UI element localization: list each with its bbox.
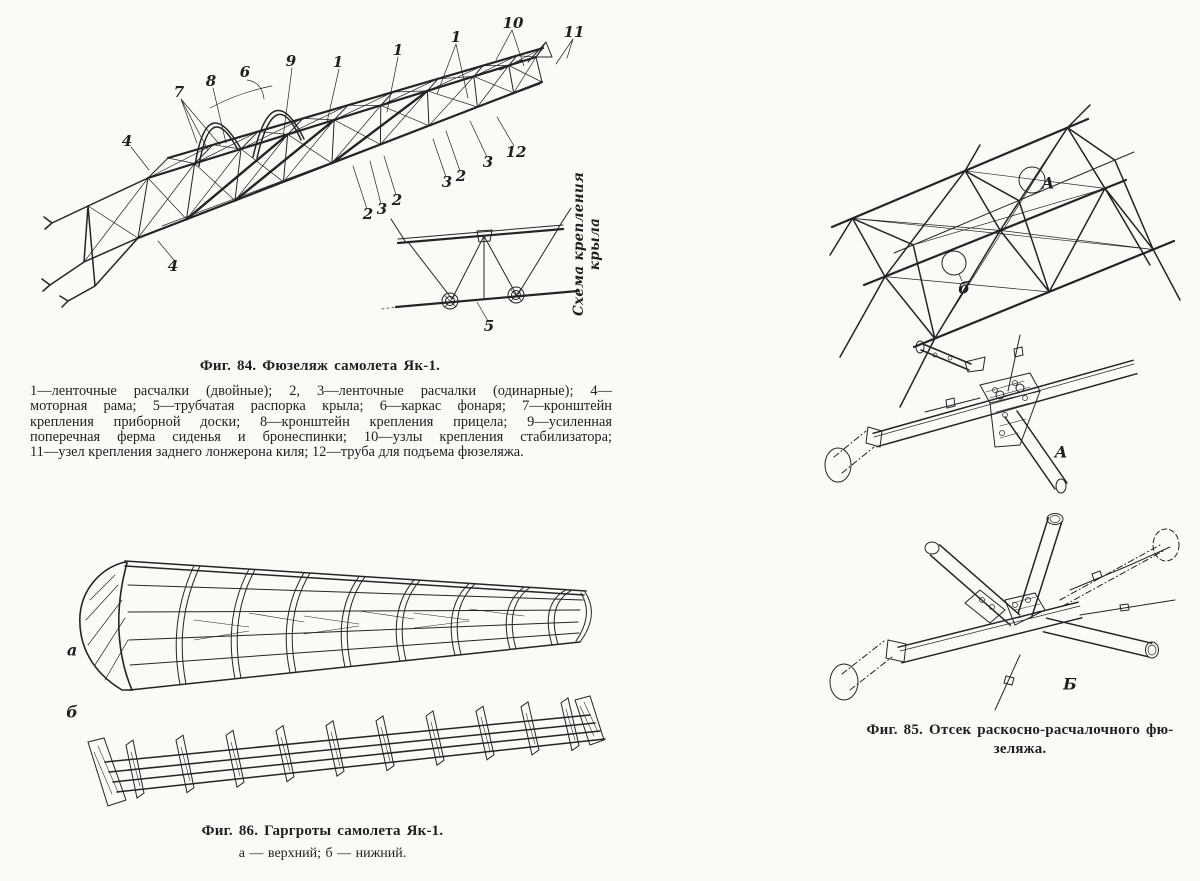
callout-9: 9 (285, 52, 297, 70)
callout-1c: 1 (450, 28, 462, 46)
fig86-caption: Фиг. 86. Гаргроты самолета Як-1. (201, 823, 444, 839)
fig85-detail-b-label: Б (1063, 674, 1077, 694)
fig86-subcaption: а — верхний; б — нижний. (238, 846, 407, 861)
fig85-joint-a-label: А (1041, 173, 1055, 193)
callout-2b: 2 (391, 191, 403, 209)
callout-1a: 1 (332, 53, 344, 71)
callout-1b: 1 (392, 41, 404, 59)
fig84-legend-line3: крепления приборной доски; 8—кронштейн крепления прицела; 9—усиленная (30, 413, 612, 430)
fig86-lower-label: б (66, 702, 78, 722)
callout-3a: 3 (482, 153, 494, 171)
fig85-caption-line2: зеляжа. (993, 741, 1047, 757)
callout-11: 11 (563, 23, 585, 41)
fig84-legend-line5: 11—узел крепления заднего лонжерона киля; 12—труба для подъема фюзеляжа. (30, 444, 524, 461)
fig84-legend-line2: моторная рама; 5—трубчатая распорка крыла; 6—каркас фонаря; 7—кронштейн (30, 398, 612, 415)
callout-3c: 3 (376, 200, 388, 218)
callout-6: 6 (239, 63, 251, 81)
fig85-joint-b-label: б (958, 278, 970, 298)
callout-2c: 2 (362, 205, 374, 223)
fig85-caption-line1: Фиг. 85. Отсек раскосно-расчалочного фю- (866, 722, 1174, 738)
callout-2a: 2 (455, 167, 467, 185)
fig84-caption: Фиг. 84. Фюзеляж самолета Як-1. (199, 358, 441, 374)
callout-5: 5 (483, 317, 495, 335)
callout-8: 8 (205, 72, 217, 90)
upper-gargrot (80, 561, 592, 690)
lower-gargrot (88, 696, 605, 806)
fig85-detail-a-label: А (1054, 442, 1068, 462)
inset-rotated-label: Схема крепления крыла (571, 172, 603, 317)
fig86-upper-label: а (66, 640, 78, 660)
callout-4-bottom: 4 (167, 257, 179, 275)
fig84-legend-line4: поперечная ферма сиденья и бронеспинки; 10—узлы крепления стабилизатора; (30, 428, 612, 445)
callout-3b: 3 (441, 173, 453, 191)
callout-4-front: 4 (121, 132, 133, 150)
fig85-caption (840, 721, 1200, 759)
callout-12: 12 (505, 143, 527, 161)
callout-10: 10 (502, 14, 524, 32)
fig84-legend-line1: 1—ленточные расчалки (двойные); 2, 3—ленточные расчалки (одинарные); 4— (30, 383, 612, 399)
callout-7: 7 (173, 83, 185, 101)
